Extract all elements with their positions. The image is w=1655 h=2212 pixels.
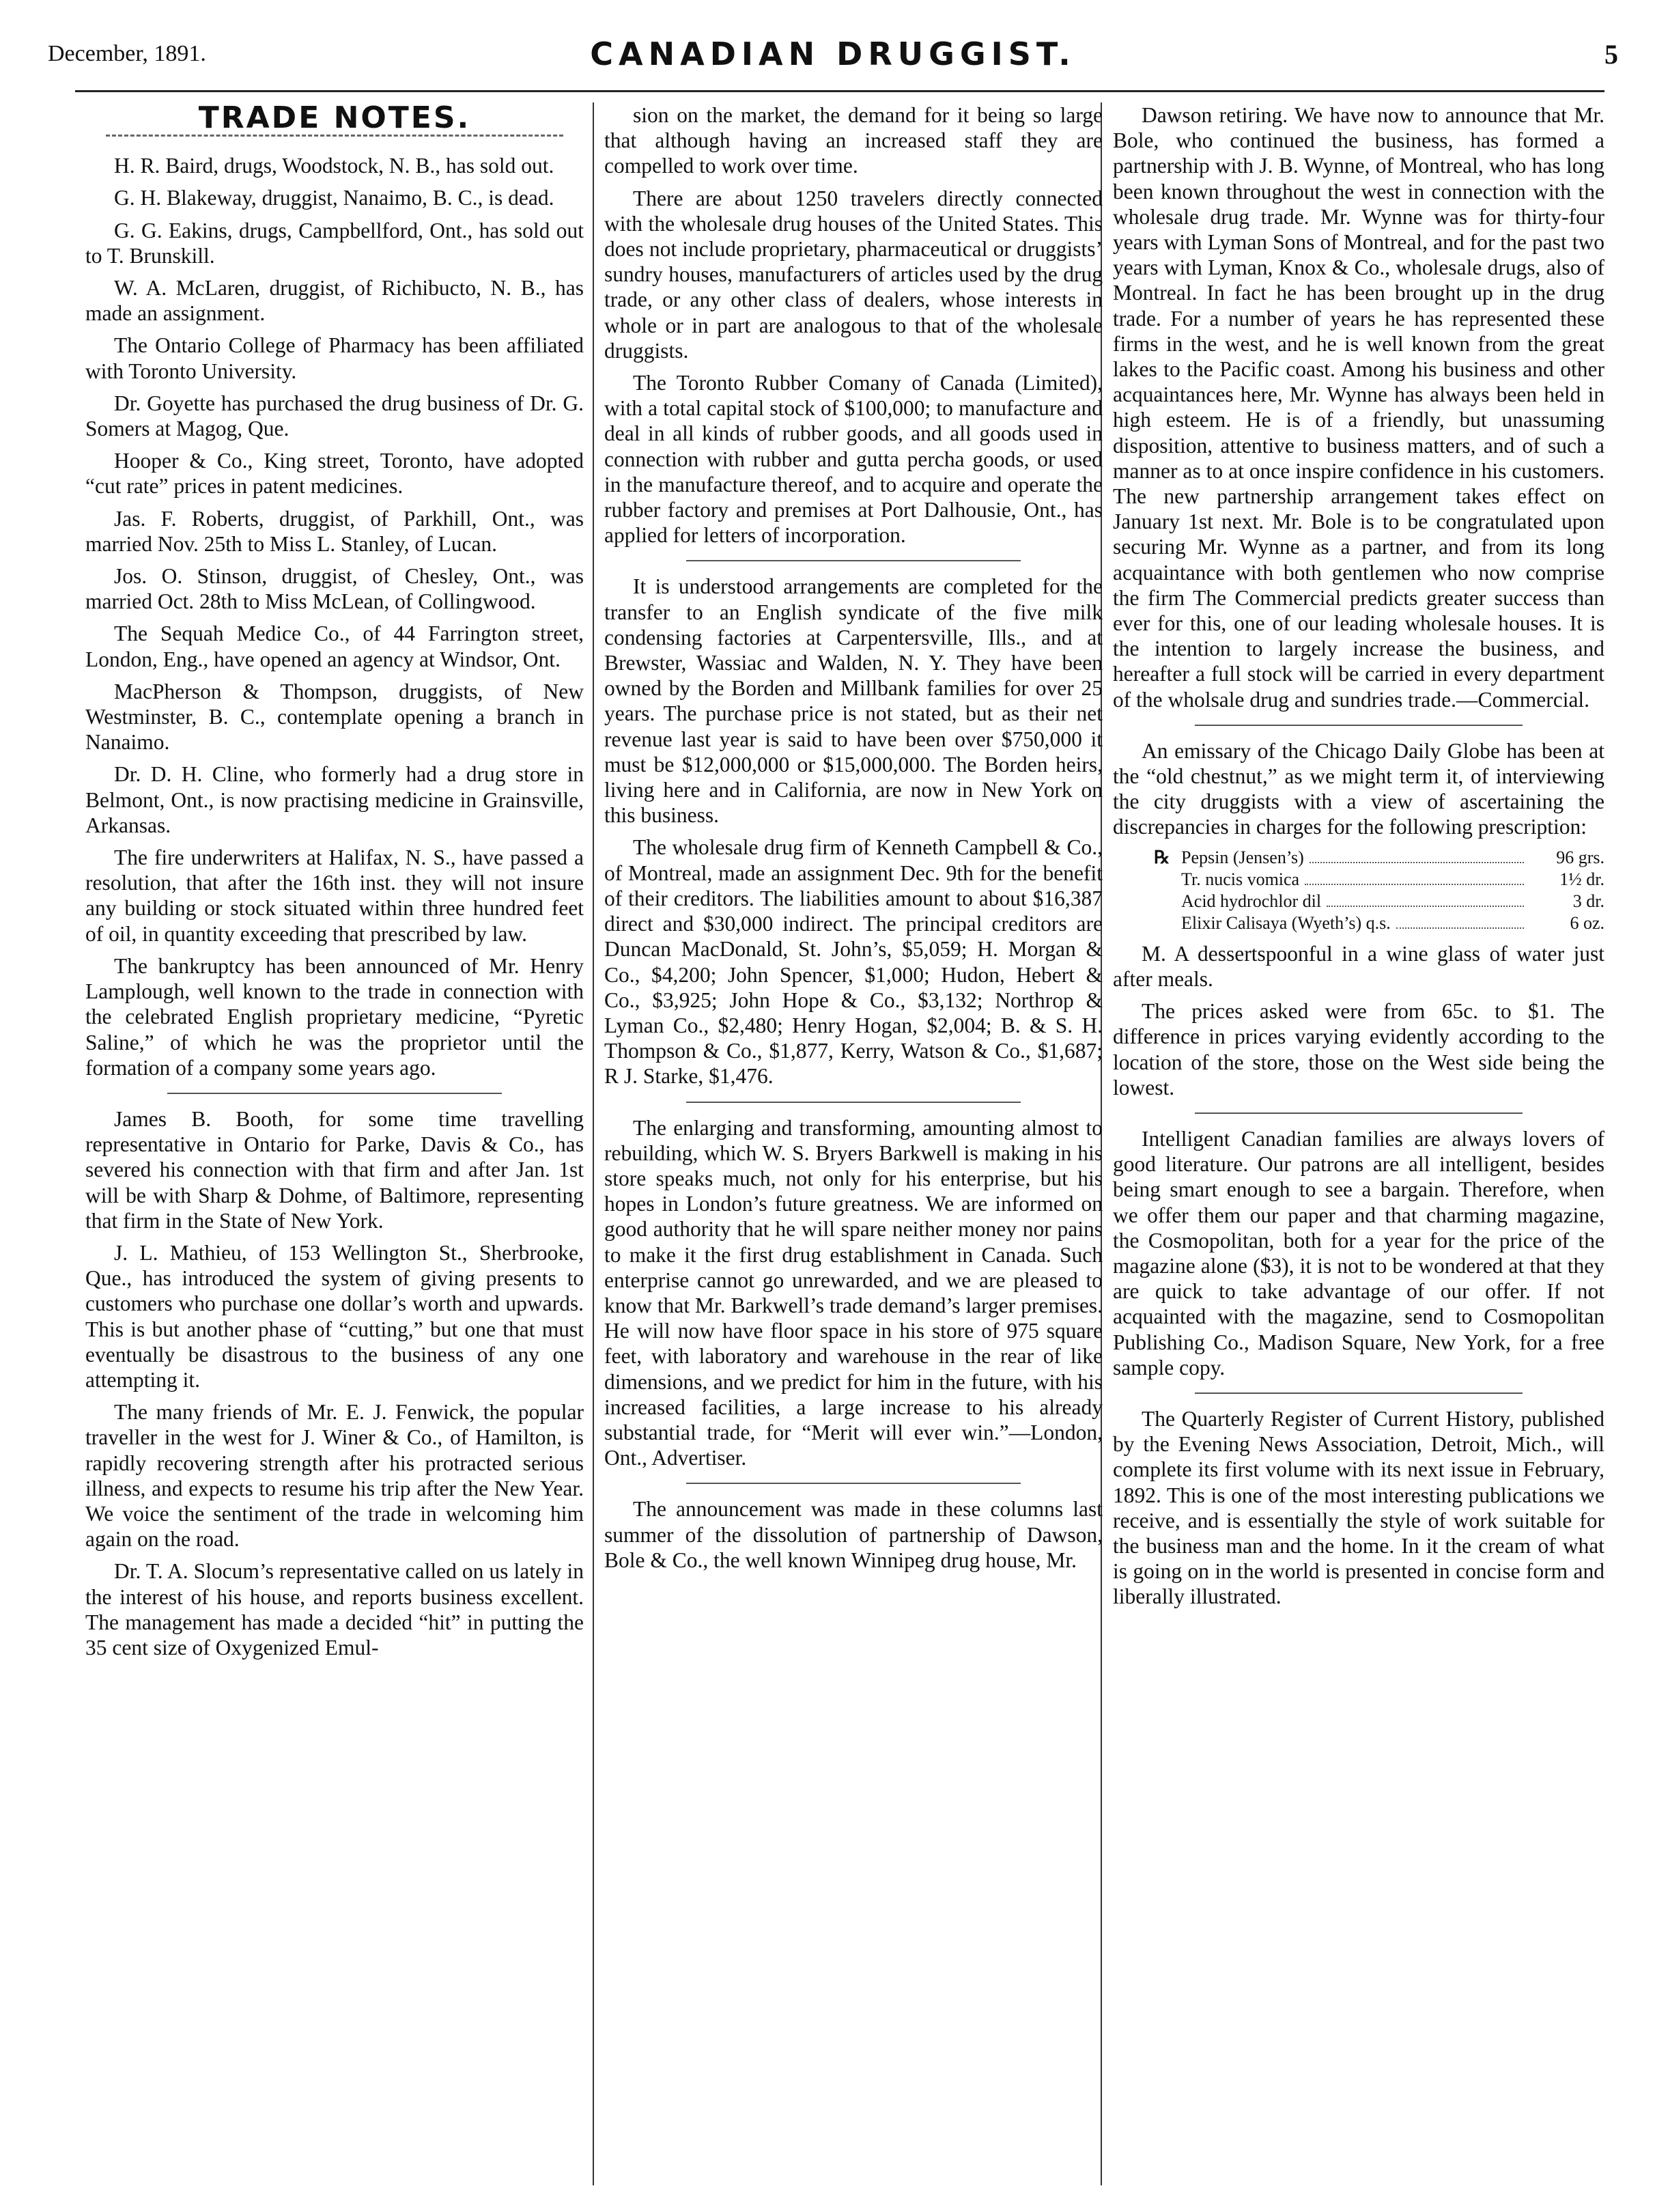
column-divider — [593, 102, 594, 2185]
page-number: 5 — [1604, 39, 1618, 70]
paragraph: The bankruptcy has been announced of Mr. Henry Lamplough, well known to the trade in connection with the celebrated English proprietary medicine, “Pyretic Saline,” of which he was the proprietor until the formation of a company some years ago. — [85, 953, 584, 1080]
paragraph: Dr. Goyette has purchased the drug business of Dr. G. Somers at Magog, Que. — [85, 391, 584, 441]
paragraph: sion on the market, the demand for it being so large that although having an increased staff they are compelled to work over time. — [604, 103, 1103, 178]
paragraph: The many friends of Mr. E. J. Fenwick, the popular traveller in the west for J. Winer & Co., of Hamilton, is rapidly recovering strength after his protracted serious illness, and expects to resume his trip after the New Year. We voice the sentiment of the trade in welcoming him again on the road. — [85, 1400, 584, 1552]
prescription-line — [1154, 912, 1604, 934]
paragraph: The fire underwriters at Halifax, N. S., have passed a resolution, that after the 16th inst. they will not insure any building or stock situated within three hundred feet of oil, in quantity exceeding that prescribed by law. — [85, 845, 584, 946]
column-2 — [604, 102, 1103, 1580]
article-separator — [1195, 725, 1523, 726]
column-3-body-a — [1113, 102, 1604, 840]
paragraph: An emissary of the Chicago Daily Globe has been at the “old chestnut,” as we might term it, of interviewing the city druggists with a view of ascertaining the discrepancies in charges for the following prescription: — [1113, 738, 1604, 839]
rx-ingredient: Tr. nucis vomica — [1181, 869, 1300, 889]
paragraph: Hooper & Co., King street, Toronto, have adopted “cut rate” prices in patent medicines. — [85, 449, 584, 499]
rx-symbol: ℞ — [1154, 847, 1170, 867]
paragraph: The Sequah Medice Co., of 44 Farrington street, London, Eng., have opened an agency at Windsor, Ont. — [85, 621, 584, 671]
paragraph: There are about 1250 travelers directly connected with the wholesale drug houses of the United States. This does not include proprietary, pharmaceutical or druggists’ sundry houses, manufacturers of articles used by the drug trade, or any other class of dealers, whose interests in whole or in part are analogous to that of the wholesale druggists. — [604, 186, 1103, 363]
paragraph: H. R. Baird, drugs, Woodstock, N. B., has sold out. — [114, 154, 554, 178]
paragraph: Intelligent Canadian families are always lovers of good literature. Our patrons are all intelligent, besides being smart enough to see a bargain. Therefore, when we offer them our paper and that charming magazine, the Cosmopolitan, both for a year for the price of the magazine alone ($3), it is not to be wondered at that they are quick to take advantage of our offer. If not acquainted with the magazine, send to Cosmopolitan Publishing Co., Madison Square, New York, for a free sample copy. — [1113, 1126, 1604, 1380]
dot-leader — [1310, 847, 1524, 863]
prescription-line — [1154, 891, 1604, 912]
paragraph: James B. Booth, for some time travelling representative in Ontario for Parke, Davis & Co., has severed his connection with that firm and after Jan. 1st will be with Sharp & Dohme, of Baltimore, representing that firm in the State of New York. — [85, 1106, 584, 1233]
issue-date: December, 1891. — [48, 41, 206, 66]
article-separator — [1195, 1112, 1523, 1114]
paragraph: The prices asked were from 65c. to $1. The difference in prices varying evidently according to the location of the store, those on the West side being the lowest. — [1113, 999, 1604, 1100]
prescription — [1154, 847, 1604, 934]
prescription-line — [1154, 847, 1604, 869]
paragraph: G. G. Eakins, drugs, Campbellford, Ont., has sold out to T. Brunskill. — [85, 218, 584, 268]
rx-symbol — [1154, 869, 1181, 891]
paragraph: Dr. D. H. Cline, who formerly had a drug store in Belmont, Ont., is now practising medicine in Grainsville, Arkansas. — [85, 762, 584, 837]
rx-quantity: 6 oz. — [1570, 912, 1604, 933]
paragraph: The Toronto Rubber Comany of Canada (Limited), with a total capital stock of $100,000; to manufacture and deal in all kinds of rubber goods, and all goods used in connection with rubber and gutta percha goods, or used in the manufacture thereof, and to acquire and operate the rubber factory and premises at Port Dalhousie, Ont., has applied for letters of incorporation. — [604, 371, 1103, 548]
masthead-title: CANADIAN DRUGGIST. — [590, 36, 1076, 72]
rx-quantity: 96 grs. — [1556, 847, 1604, 867]
article-separator — [686, 1102, 1021, 1103]
prescription-line — [1154, 869, 1604, 891]
page-header — [48, 36, 1618, 83]
column-2-body — [604, 102, 1103, 1573]
paragraph: W. A. McLaren, druggist, of Richibucto, N. B., has made an assignment. — [85, 276, 584, 326]
title-underline — [106, 135, 563, 142]
rx-ingredient: Pepsin (Jensen’s) — [1181, 847, 1304, 867]
paragraph: Jas. F. Roberts, druggist, of Parkhill, Ont., was married Nov. 25th to Miss L. Stanley, of Lucan. — [85, 506, 584, 556]
column-3 — [1113, 102, 1604, 1616]
rx-quantity: 1½ dr. — [1559, 869, 1604, 889]
dot-leader — [1327, 891, 1524, 907]
paragraph: It is understood arrangements are completed for the transfer to an English syndicate of the five milk condensing factories at Carpentersville, Ills., and at Brewster, Wassiac and Walden, N. Y. They have been owned by the Borden and Millbank families for over 25 years. The purchase price is not stated, but as their net revenue last year is said to have been over $750,000 it must be $12,000,000 or $15,000,000. The Borden heirs, living here and in California, are now in New York on this business. — [604, 574, 1103, 828]
paragraph: The wholesale drug firm of Kenneth Campbell & Co., of Montreal, made an assignment Dec. 9th for the benefit of their creditors. The liabilities amount to about $16,387 direct and $30,000 indirect. The principal creditors are Duncan MacDonald, St. John’s, $5,059; H. Morgan & Co., $4,200; John Spencer, $1,000; Hudon, Hebert & Co., $3,925; John Hope & Co., $3,132; Northrop & Lyman Co., $2,480; Henry Hogan, $2,004; B. & S. H. Thompson & Co., $1,877, Kerry, Watson & Co., $1,687; R J. Starke, $1,476. — [604, 835, 1103, 1089]
article-separator — [686, 1483, 1021, 1484]
header-rule — [75, 90, 1604, 92]
paragraph: Dawson retiring. We have now to announce that Mr. Bole, who continued the business, has formed a partnership with J. B. Wynne, of Montreal, who has long been known throughout the west in connection with the wholesale drug trade. Mr. Wynne was for thirty-four years with Lyman Sons of Montreal, and for the past two years with Lyman, Knox & Co., wholesale drugs, also of Montreal. In fact he has been brought up in the drug trade. For a number of years he has represented these firms in the west, and he is well known from the great lakes to the Pacific coast. Among his business and other acquaintances here, Mr. Wynne has always been held in high esteem. He is of a friendly, but unassuming disposition, attentive to business matters, and of such a manner as to at once inspire confidence in his customers. The new partnership arrangement takes effect on January 1st next. Mr. Bole is to be congratulated upon securing Mr. Wynne as a partner, and from its long acquaintance with both gentlemen who now comprise the firm The Commercial predicts greater success than ever for this, one of our leading wholesale houses. It is the intention to largely increase the business, and hereafter a full stock will be carried in every department of the wholsale drug and sundries trade.—Commercial. — [1113, 103, 1604, 712]
paragraph: J. L. Mathieu, of 153 Wellington St., Sherbrooke, Que., has introduced the system of giving presents to customers who purchase one dollar’s worth and upwards. This is but another phase of “cutting,” but one that must eventually be disastrous to the business of any one attempting it. — [85, 1240, 584, 1392]
paragraph: Jos. O. Stinson, druggist, of Chesley, Ont., was married Oct. 28th to Miss McLean, of Collingwood. — [85, 564, 584, 614]
paragraph: The Quarterly Register of Current History, published by the Evening News Association, Detroit, Mich., will complete its first volume with its next issue in February, 1892. This is one of the most interesting publications we receive, and is essentially the style of work suitable for the business man and the home. In it the cream of what is going on in the world is presented in concise form and liberally illustrated. — [1113, 1406, 1604, 1609]
rx-ingredient: Acid hydrochlor dil — [1181, 891, 1322, 911]
paragraph: The announcement was made in these columns last summer of the dissolution of partnership of Dawson, Bole & Co., the well known Winnipeg drug house, Mr. — [604, 1497, 1103, 1572]
paragraph: MacPherson & Thompson, druggists, of New Westminster, B. C., contemplate opening a branch in Nanaimo. — [85, 679, 584, 755]
article-separator — [167, 1093, 502, 1094]
paragraph: Dr. T. A. Slocum’s representative called on us lately in the interest of his house, and reports business excellent. The management has made a decided “hit” in putting the 35 cent size of Oxygenized Emul- — [85, 1559, 584, 1660]
section-title: TRADE NOTES. — [198, 100, 471, 135]
dot-leader — [1305, 869, 1524, 885]
rx-quantity: 3 dr. — [1572, 891, 1604, 911]
column-1-body — [85, 153, 584, 1660]
paragraph: G. H. Blakeway, druggist, Nanaimo, B. C., is dead. — [114, 186, 554, 210]
column-1 — [85, 102, 584, 1667]
column-3-body-b — [1113, 941, 1604, 1610]
rx-symbol — [1154, 891, 1181, 912]
dot-leader — [1396, 912, 1524, 929]
article-separator — [686, 560, 1021, 561]
rx-ingredient: Elixir Calisaya (Wyeth’s) q.s. — [1181, 912, 1391, 933]
paragraph: M. A dessertspoonful in a wine glass of water just after meals. — [1113, 941, 1604, 991]
article-separator — [1195, 1392, 1523, 1394]
paragraph: The Ontario College of Pharmacy has been affiliated with Toronto University. — [85, 333, 584, 383]
paragraph: The enlarging and transforming, amounting almost to rebuilding, which W. S. Bryers Barkwell is making in his store speaks much, not only for his enterprise, but his hopes in London’s future greatness. We are informed on good authority that he will spare neither money nor pains to make it the first drug establishment in Canada. Such enterprise cannot go unrewarded, and we are pleased to know that Mr. Barkwell’s trade demand’s larger premises. He will now have floor space in his store of 975 square feet, with laboratory and warehouse in the rear of like dimensions, and we predict for him in the future, with his increased facilities, a large increase to his already substantial trade, for “Merit will ever win.”—London, Ont., Advertiser. — [604, 1115, 1103, 1470]
rx-symbol — [1154, 912, 1181, 934]
